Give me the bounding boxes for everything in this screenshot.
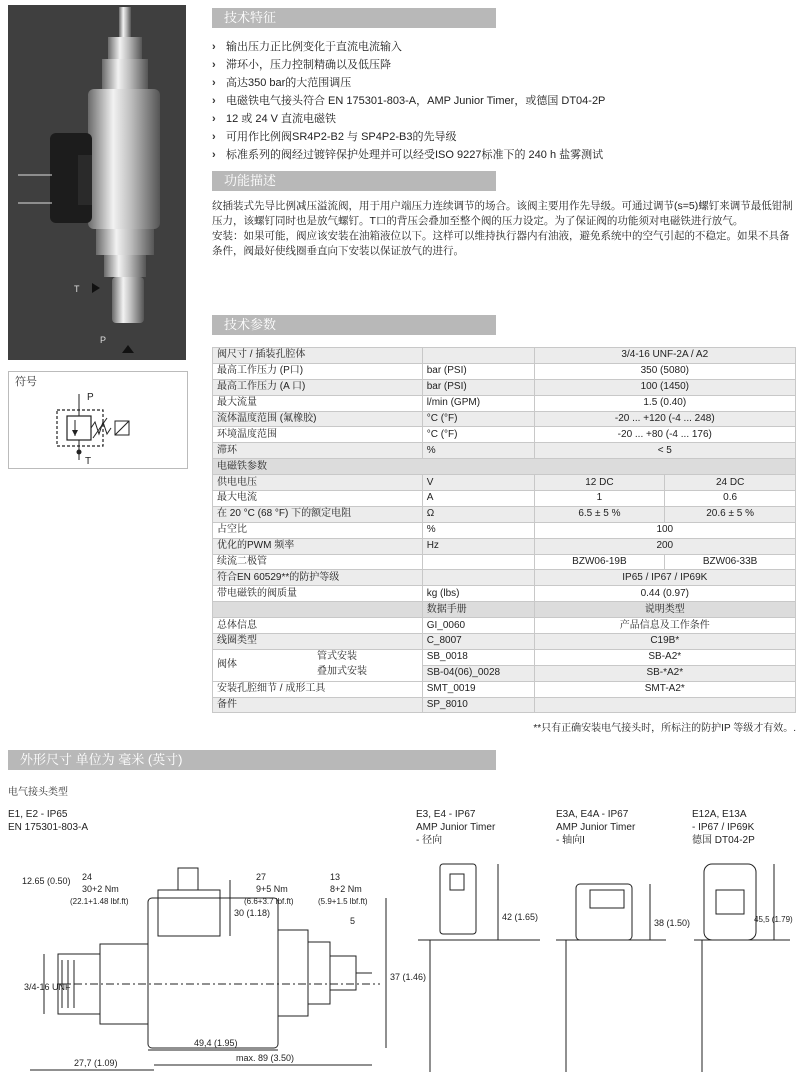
- table-row: 最高工作压力 (A 口) bar (PSI) 100 (1450): [213, 379, 796, 395]
- table-row: 带电磁铁的阀质量 kg (lbs) 0.44 (0.97): [213, 586, 796, 602]
- connector-caption-e3a: E3A, E4A - IP67 AMP Junior Timer - 轴向I: [556, 809, 636, 846]
- symbol-box: [8, 371, 188, 469]
- connector-caption-e12a: E12A, E13A - IP67 / IP69K 德国 DT04-2P: [692, 809, 755, 846]
- connector-types-label: 电气接头类型: [8, 787, 68, 798]
- feature-item: › 高达350 bar的大范围调压: [212, 74, 792, 92]
- dim-height-30: 30 (1.18): [234, 908, 271, 918]
- dim-diameter-12-65: 12.65 (0.50): [22, 876, 71, 886]
- dimensions-section-header: 外形尺寸 单位为 毫米 (英寸): [8, 750, 496, 770]
- dim-diameter-37: 37 (1.46): [390, 972, 427, 982]
- table-row: 占空比 % 100: [213, 522, 796, 538]
- table-row: 最高工作压力 (P口) bar (PSI) 350 (5080): [213, 363, 796, 379]
- dim-torque-30-lbf: (22.1+1.48 lbf.ft): [70, 897, 129, 906]
- function-description: [212, 199, 796, 259]
- dim-height-38: 38 (1.50): [654, 918, 691, 928]
- dim-length-max-89: max. 89 (3.50): [236, 1053, 295, 1063]
- dim-hex-13: 13: [330, 872, 341, 882]
- dim-torque-8-lbf: (5.9+1.5 lbf.ft): [318, 897, 368, 906]
- table-row: 供电电压 V 12 DC 24 DC: [213, 475, 796, 491]
- symbol-port-t: T: [85, 456, 92, 467]
- dim-torque-30: 30+2 Nm: [82, 884, 119, 894]
- symbol-title: 符号: [15, 376, 37, 388]
- table-row: 线圈类型 C_8007 C19B*: [213, 634, 796, 650]
- table-row: 续流二极管 BZW06-19B BZW06-33B: [213, 554, 796, 570]
- dim-height-45-5: 45,5 (1.79): [754, 915, 793, 924]
- dim-torque-9: 9+5 Nm: [256, 884, 288, 894]
- dim-torque-9-lbf: (6.6+3.7 lbf.ft): [244, 897, 294, 906]
- table-row: 总体信息 GI_0060 产品信息及工作条件: [213, 618, 796, 634]
- table-subheader-row: 数据手册 说明类型: [213, 602, 796, 618]
- dim-hex-24: 24: [82, 872, 93, 882]
- photo-port-p: P: [100, 335, 107, 345]
- feature-item: › 输出压力正比例变化于直流电流输入: [212, 38, 792, 56]
- dim-hex-27: 27: [256, 872, 267, 882]
- table-row: 阀尺寸 / 插装孔腔体 3/4-16 UNF-2A / A2: [213, 348, 796, 364]
- product-photo: [8, 5, 186, 360]
- table-row: 在 20 °C (68 °F) 下的额定电阻 Ω 6.5 ± 5 % 20.6 ± 5 %: [213, 506, 796, 522]
- dim-height-42: 42 (1.65): [502, 912, 539, 922]
- table-subheader-row: 电磁铁参数: [213, 459, 796, 475]
- table-row: 滞环 % < 5: [213, 443, 796, 459]
- dim-length-27-7: 27,7 (1.09): [74, 1058, 118, 1068]
- protection-footnote: **只有正确安装电气接头时，所标注的防护IP 等级才有效。.: [533, 723, 796, 734]
- table-row: 流体温度范围 (氟橡胶) °C (°F) -20 ... +120 (-4 ... 248): [213, 411, 796, 427]
- feature-item: › 电磁铁电气接头符合 EN 175301-803-A，AMP Junior Timer，或德国 DT04-2P: [212, 92, 792, 110]
- dim-torque-8: 8+2 Nm: [330, 884, 362, 894]
- connector-caption-e1: E1, E2 - IP65 EN 175301-803-A: [8, 809, 89, 833]
- dim-length-49-4: 49,4 (1.95): [194, 1038, 238, 1048]
- feature-item: › 标准系列的阀经过镀锌保护处理并可以经受ISO 9227标准下的 240 h 盐雾测试: [212, 146, 792, 164]
- table-row: 环境温度范围 °C (°F) -20 ... +80 (-4 ... 176): [213, 427, 796, 443]
- function-paragraph: 纹插装式先导比例减压溢流阀，用于用户端压力连续调节的场合。该阀主要用作先导级。可通过调节(s=5)螺钉来调节最低钳制压力，该螺钉同时也是放气螺钉。T口的背压会叠加至整个阀的压力设定。为了保证阀的功能须对电磁铁进行放气。: [212, 200, 793, 227]
- table-row: 符合EN 60529**的防护等级 IP65 / IP67 / IP69K: [213, 570, 796, 586]
- table-row: 最大电流 A 1 0.6: [213, 491, 796, 507]
- features-list: [212, 38, 792, 164]
- dim-thread-unf: 3/4-16 UNF: [24, 982, 71, 992]
- installation-paragraph: 安装：如果可能，阀应该安装在油箱液位以下。这样可以维持执行器内有油液，避免系统中的空气引起的不稳定。如果不具备条件，阀最好使线圈垂直向下安装以保证放气的进行。: [212, 230, 790, 257]
- specs-section-header: 技术参数: [212, 315, 496, 335]
- feature-item: › 可用作比例阀SR4P2-B2 与 SP4P2-B3的先导级: [212, 128, 792, 146]
- features-section-header: 技术特征: [212, 8, 496, 28]
- hydraulic-symbol: [9, 388, 187, 468]
- table-row: 备件 SP_8010: [213, 697, 796, 713]
- table-row: 最大流量 l/min (GPM) 1.5 (0.40): [213, 395, 796, 411]
- connector-caption-e3: E3, E4 - IP67 AMP Junior Timer - 径向: [416, 809, 496, 846]
- table-row: 优化的PWM 频率 Hz 200: [213, 538, 796, 554]
- table-row: 阀体 管式安装 叠加式安装 SB_0018 SB-A2*: [213, 649, 796, 665]
- table-row: 安装孔腔细节 / 成形工具 SMT_0019 SMT-A2*: [213, 681, 796, 697]
- feature-item: › 12 或 24 V 直流电磁铁: [212, 110, 792, 128]
- photo-port-t: T: [74, 284, 80, 294]
- dimension-drawing: [0, 860, 800, 1072]
- dim-screw-5: 5: [350, 916, 356, 926]
- symbol-port-p: P: [87, 392, 94, 403]
- feature-item: › 滞环小，压力控制精确以及低压降: [212, 56, 792, 74]
- function-section-header: 功能描述: [212, 171, 496, 191]
- specs-table: [212, 347, 796, 713]
- table-row: SB-04(06)_0028 SB-*A2*: [213, 665, 796, 681]
- valve-photo-illustration: [8, 5, 186, 360]
